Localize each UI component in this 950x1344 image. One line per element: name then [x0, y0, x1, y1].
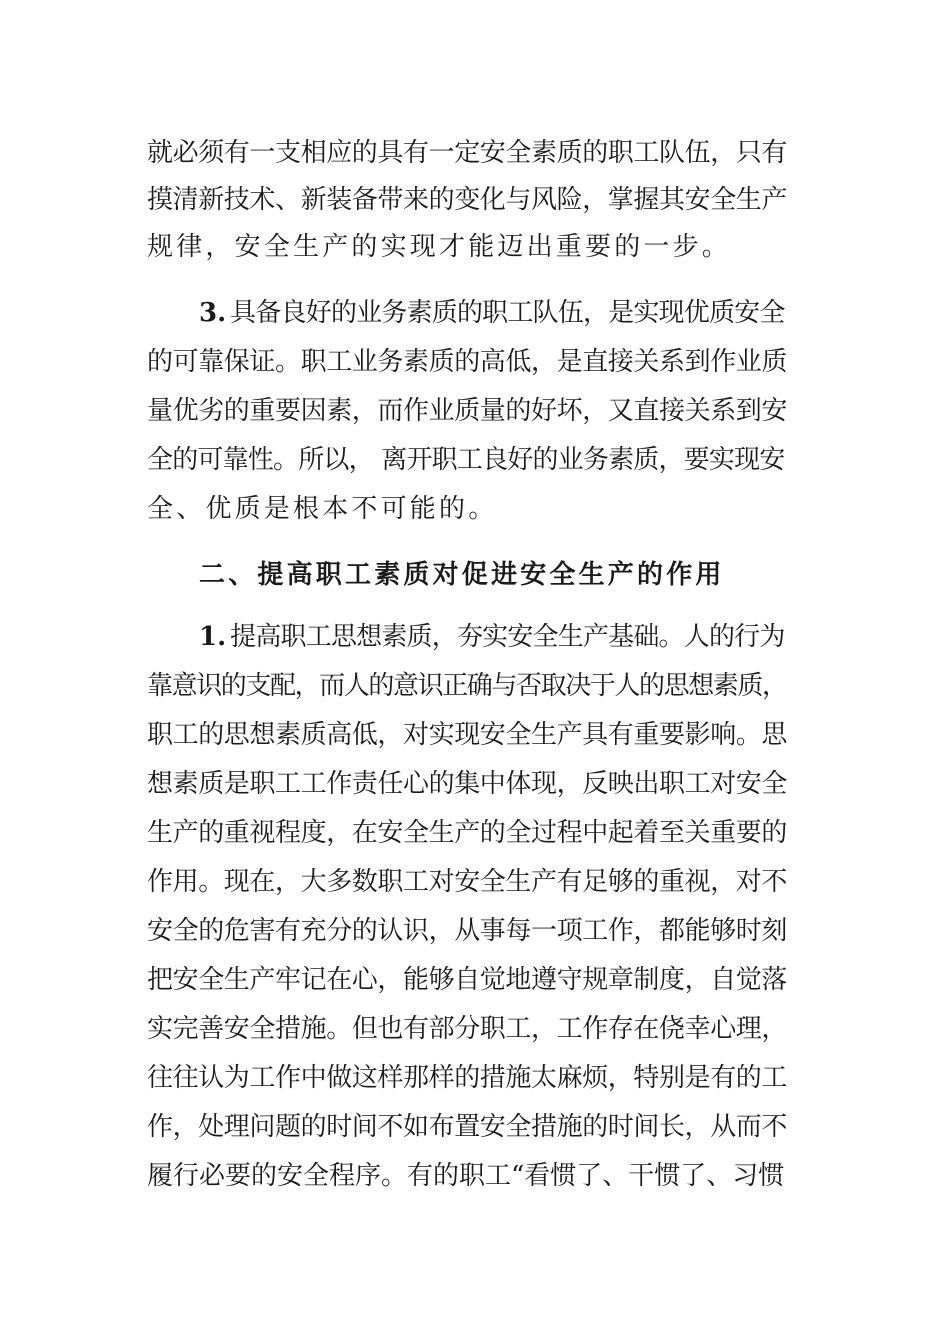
- paragraph-first-line: [199, 620, 787, 654]
- paragraph-line: 摸清新技术、新装备带来的变化与风险，掌握其安全生产: [147, 185, 788, 215]
- paragraph-line: 职工的思想素质高低，对实现安全生产具有重要影响。思: [147, 720, 788, 750]
- paragraph-line: 的可靠保证。职工业务素质的高低，是直接关系到作业质: [147, 347, 788, 377]
- paragraph-line: 把安全生产牢记在心，能够自觉地遵守规章制度，自觉落: [147, 965, 788, 995]
- paragraph-line: 安全的危害有充分的认识，从事每一项工作，都能够时刻: [147, 916, 788, 946]
- paragraph-line: 作用。现在，大多数职工对安全生产有足够的重视，对不: [147, 867, 788, 897]
- paragraph-first-line: [199, 296, 787, 330]
- paragraph-text: 具备良好的业务素质的职工队伍，是实现优质安全: [230, 298, 785, 328]
- paragraph-line: 想素质是职工工作责任心的集中体现，反映出职工对安全: [147, 769, 788, 799]
- paragraph-line: 全、优质是根本不可能的。: [147, 494, 498, 524]
- item-number: 3.: [199, 298, 227, 328]
- paragraph-line: 履行必要的安全程序。有的职工“看惯了、干惯了、习惯: [147, 1161, 785, 1191]
- paragraph-line: 靠意识的支配，而人的意识正确与否取决于人的思想素质，: [147, 671, 787, 701]
- paragraph-line: 全的可靠性。所以， 离开职工良好的业务素质，要实现安: [147, 445, 785, 475]
- paragraph-line: 作，处理问题的时间不如布置安全措施的时间长，从而不: [147, 1112, 788, 1142]
- paragraph-text: 提高职工思想素质，夯实安全生产基础。人的行为: [230, 622, 785, 652]
- paragraph-line: 往往认为工作中做这样那样的措施太麻烦，特别是有的工: [147, 1063, 788, 1093]
- paragraph-line: 量优劣的重要因素，而作业质量的好坏，又直接关系到安: [147, 396, 788, 426]
- item-number: 1.: [199, 622, 227, 652]
- paragraph-line: 生产的重视程度，在安全生产的全过程中起着至关重要的: [147, 818, 788, 848]
- paragraph-line: 实完善安全措施。但也有部分职工，工作存在侥幸心理，: [147, 1014, 788, 1044]
- paragraph-line: 就必须有一支相应的具有一定安全素质的职工队伍，只有: [147, 138, 788, 168]
- section-heading: 二、提高职工素质对促进安全生产的作用: [199, 560, 725, 590]
- paragraph-line: 规律，安全生产的实现才能迈出重要的一步。: [147, 232, 732, 262]
